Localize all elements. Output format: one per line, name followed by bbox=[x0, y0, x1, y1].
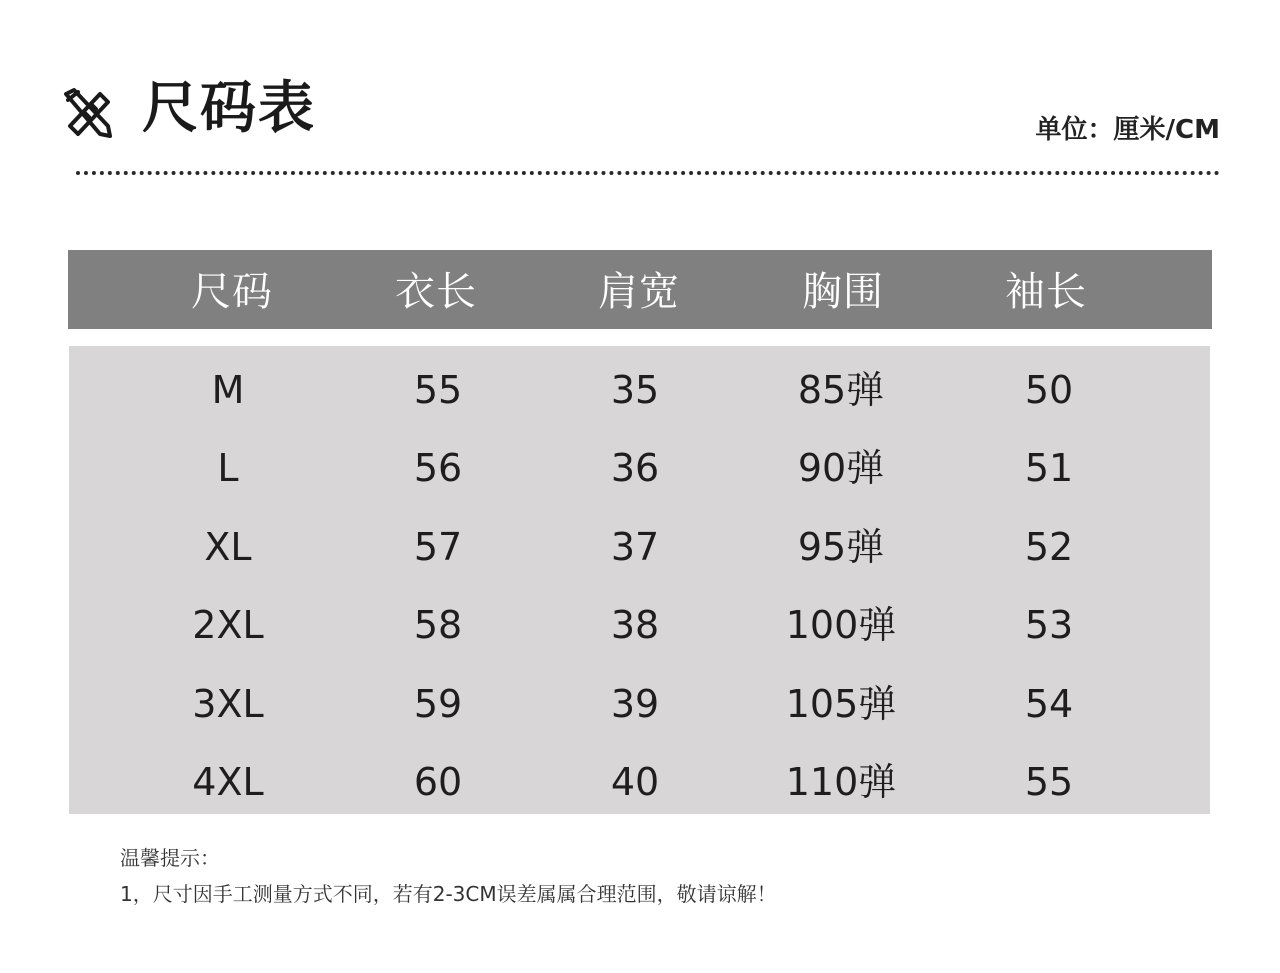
cell-chest: 110弹 bbox=[785, 760, 897, 804]
cell-size: 3XL bbox=[192, 682, 264, 726]
cell-size: L bbox=[217, 446, 239, 490]
cell-sleeve: 52 bbox=[1024, 525, 1074, 569]
column-header-shoulder: 肩宽 bbox=[598, 269, 680, 315]
cell-chest: 100弹 bbox=[785, 603, 897, 647]
cell-length: 60 bbox=[413, 760, 463, 804]
cell-chest: 85弹 bbox=[797, 368, 885, 412]
cell-length: 58 bbox=[413, 603, 463, 647]
column-header-chest: 胸围 bbox=[802, 269, 884, 315]
table-row bbox=[69, 506, 1210, 584]
cell-length: 56 bbox=[413, 446, 463, 490]
column-header-size: 尺码 bbox=[191, 269, 273, 315]
cell-sleeve: 54 bbox=[1024, 682, 1074, 726]
table-row bbox=[69, 584, 1210, 662]
table-row bbox=[69, 741, 1210, 819]
tips-line: 1，尺寸因手工测量方式不同，若有2-3CM误差属属合理范围，敬请谅解！ bbox=[120, 882, 777, 906]
column-header-length: 衣长 bbox=[395, 269, 477, 315]
cell-shoulder: 39 bbox=[610, 682, 660, 726]
cell-sleeve: 55 bbox=[1024, 760, 1074, 804]
column-header-sleeve: 袖长 bbox=[1005, 269, 1087, 315]
cell-size: 2XL bbox=[192, 603, 264, 647]
table-row bbox=[69, 427, 1210, 505]
cell-chest: 105弹 bbox=[785, 682, 897, 726]
cell-shoulder: 38 bbox=[610, 603, 660, 647]
cell-chest: 95弹 bbox=[797, 525, 885, 569]
cell-size: XL bbox=[204, 525, 252, 569]
cell-sleeve: 50 bbox=[1024, 368, 1074, 412]
cell-shoulder: 35 bbox=[610, 368, 660, 412]
pencil-ruler-icon bbox=[60, 86, 114, 138]
cell-length: 57 bbox=[413, 525, 463, 569]
cell-size: M bbox=[211, 368, 245, 412]
cell-sleeve: 51 bbox=[1024, 446, 1074, 490]
table-row bbox=[69, 663, 1210, 741]
cell-shoulder: 37 bbox=[610, 525, 660, 569]
cell-length: 55 bbox=[413, 368, 463, 412]
tips-title: 温馨提示： bbox=[120, 846, 220, 870]
size-table-body bbox=[69, 346, 1210, 814]
cell-shoulder: 40 bbox=[610, 760, 660, 804]
size-table-header bbox=[68, 250, 1212, 329]
unit-label: 单位：厘米/CM bbox=[1035, 115, 1220, 145]
cell-length: 59 bbox=[413, 682, 463, 726]
cell-size: 4XL bbox=[192, 760, 264, 804]
cell-chest: 90弹 bbox=[797, 446, 885, 490]
cell-sleeve: 53 bbox=[1024, 603, 1074, 647]
table-row bbox=[69, 349, 1210, 427]
dotted-divider bbox=[76, 171, 1220, 175]
page-title: 尺码表 bbox=[142, 76, 316, 141]
cell-shoulder: 36 bbox=[610, 446, 660, 490]
